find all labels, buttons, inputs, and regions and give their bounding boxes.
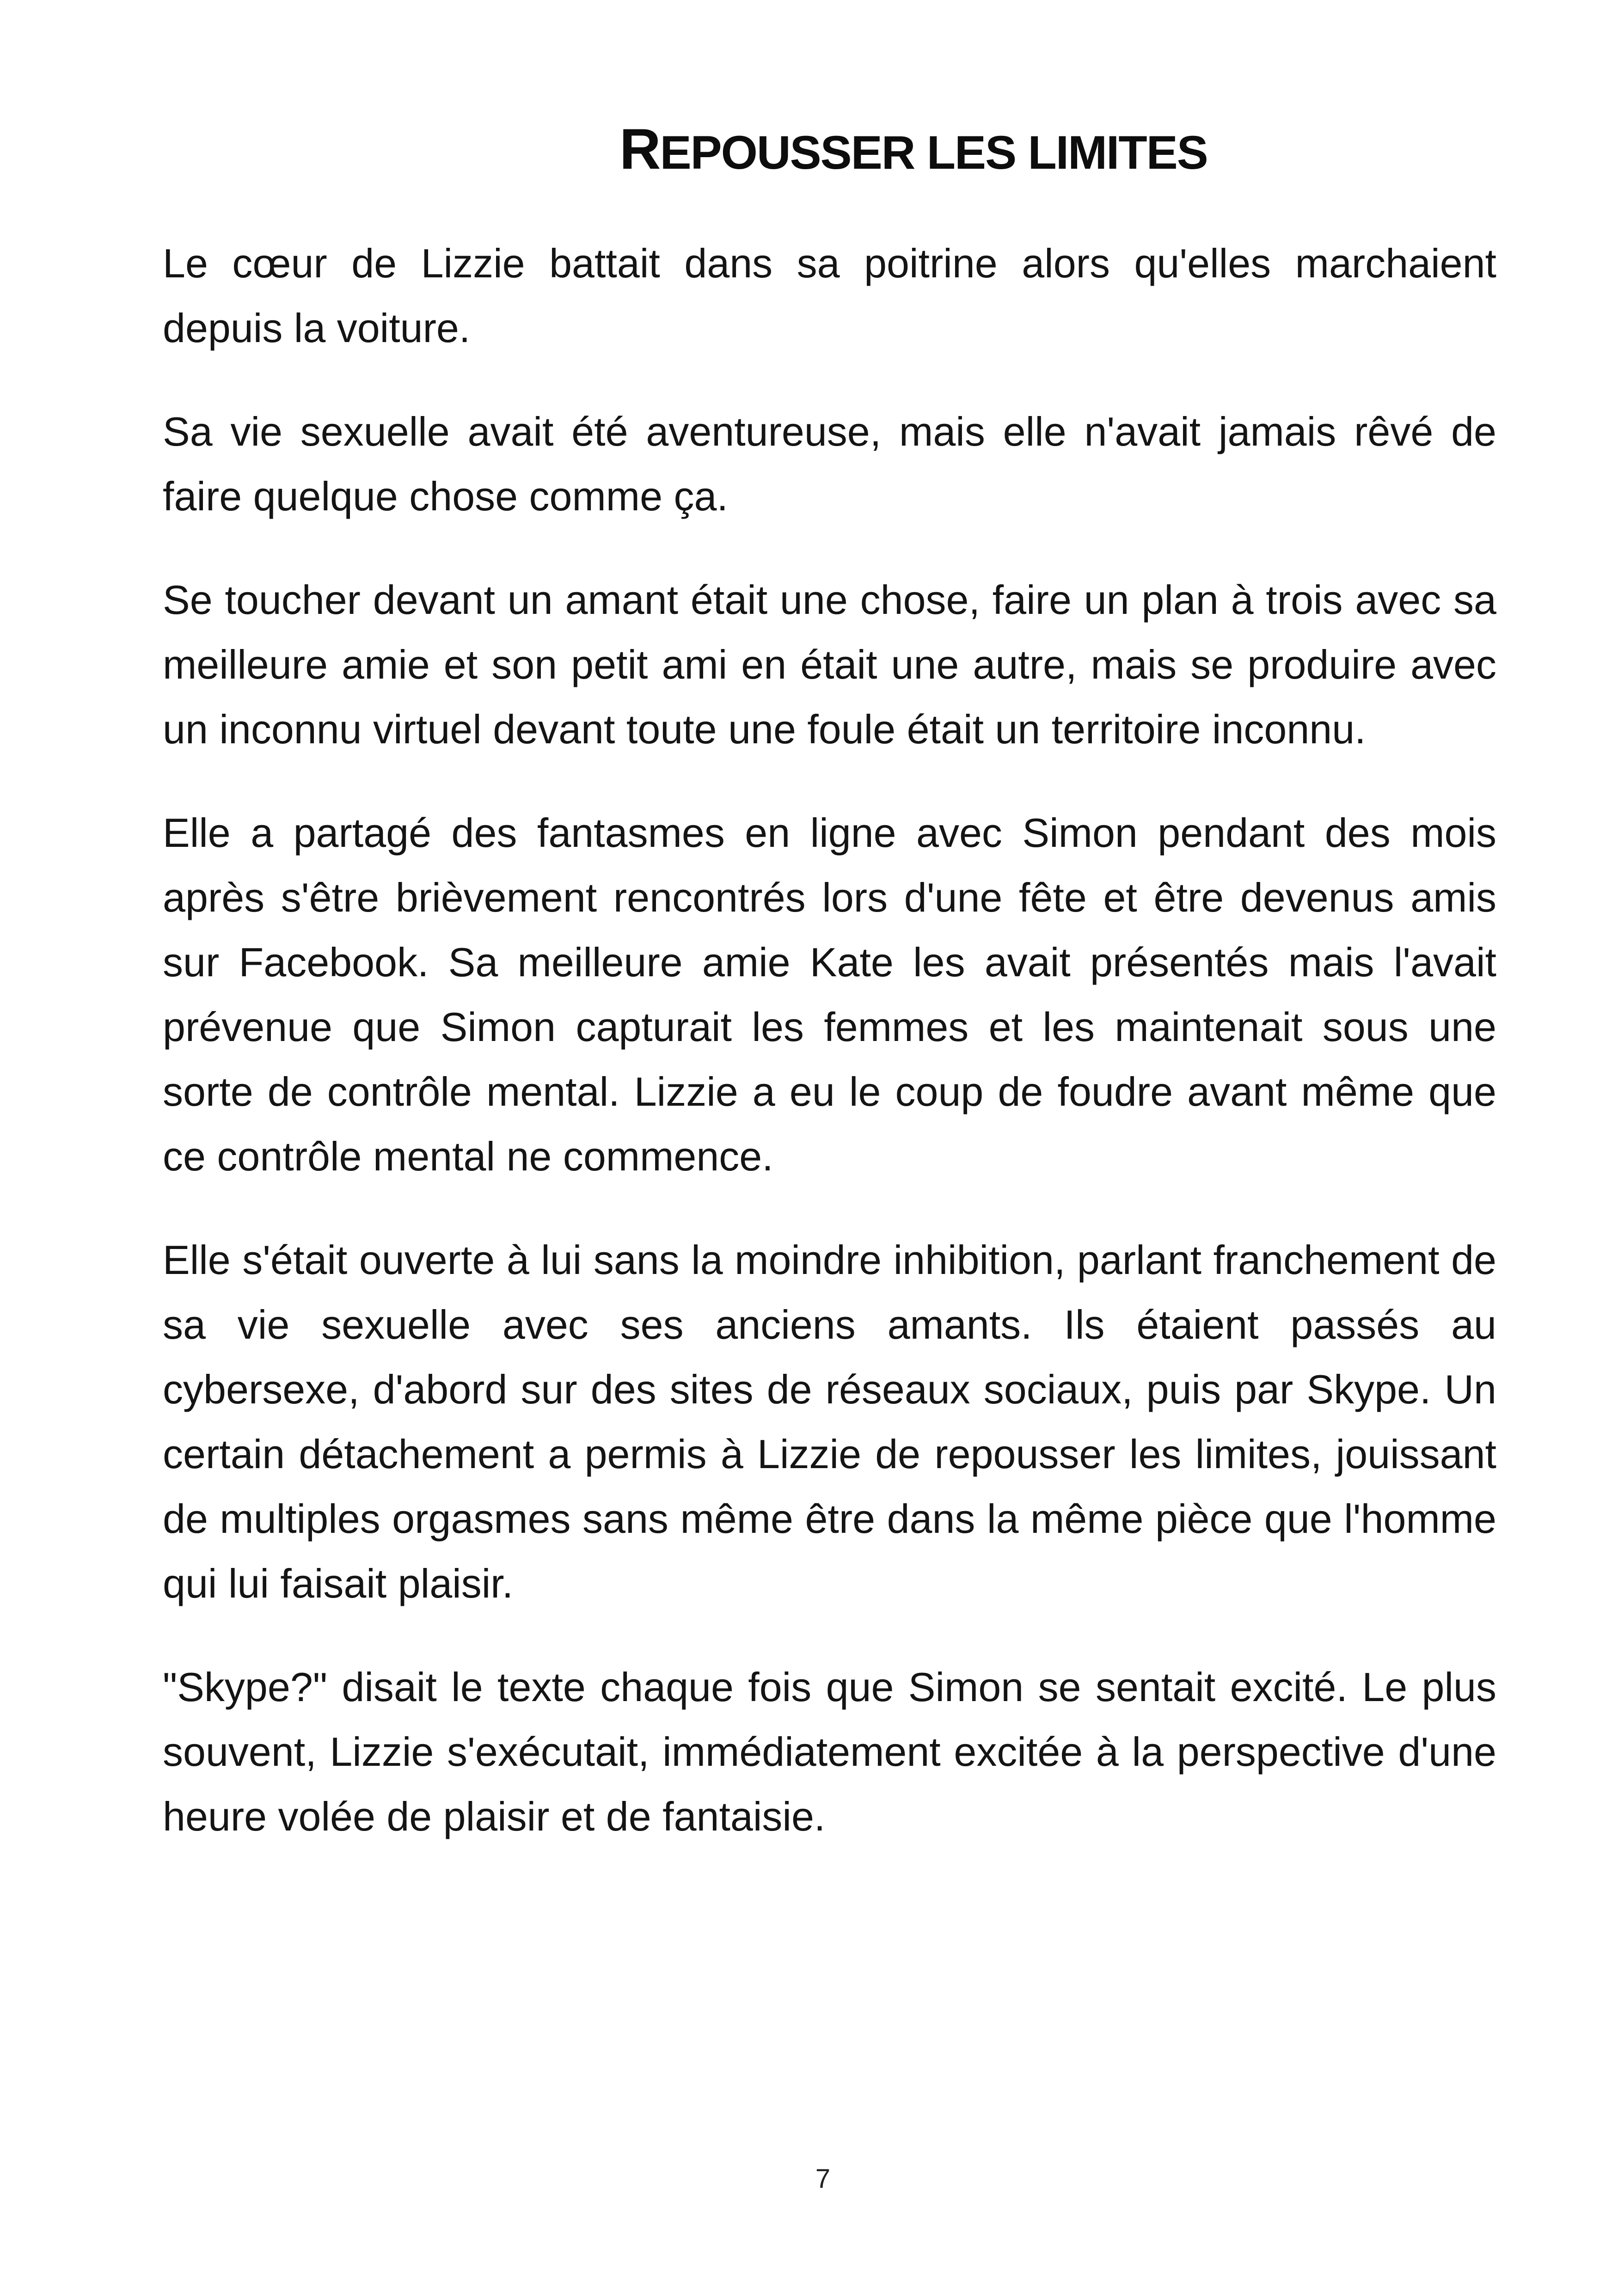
body-text [163,231,1496,1888]
paragraph-2: Sa vie sexuelle avait été aventureuse, mais elle n'avait jamais rêvé de faire quelque chose comme ça. [163,409,1496,519]
paragraph-3: Se toucher devant un amant était une chose, faire un plan à trois avec sa meilleure amie et son petit ami en était une autre, mais se produire avec un inconnu virtuel devant toute une foule était un territoire inconnu. [163,577,1496,752]
page-number: 7 [815,2164,831,2194]
chapter-title-rest: EPOUSSER LES LIMITES [660,126,1207,179]
paragraph-4: Elle a partagé des fantasmes en ligne avec Simon pendant des mois après s'être brièvement rencontrés lors d'une fête et être devenus amis sur Facebook. Sa meilleure amie Kate les avait présentés mais l'avait prévenue que Simon capturait les femmes et les maintenait sous une sorte de contrôle mental. Lizzie a eu le coup de foudre avant même que ce contrôle mental ne commence. [163,810,1496,1179]
paragraph-5: Elle s'était ouverte à lui sans la moindre inhibition, parlant franchement de sa vie sexuelle avec ses anciens amants. Ils étaient passés au cybersexe, d'abord sur des sites de réseaux sociaux, puis par Skype. Un certain détachement a permis à Lizzie de repousser les limites, jouissant de multiples orgasmes sans même être dans la même pièce que l'homme qui lui faisait plaisir. [163,1237,1496,1606]
paragraph-1: Le cœur de Lizzie battait dans sa poitrine alors qu'elles marchaient depuis la voiture. [163,240,1496,351]
chapter-title-initial: R [619,117,660,181]
paragraph-6: "Skype?" disait le texte chaque fois que Simon se sentait excité. Le plus souvent, Lizzie s'exécutait, immédiatement excitée à la perspective d'une heure volée de plaisir et de fantaisie. [163,1664,1496,1839]
chapter-title [619,118,1207,181]
